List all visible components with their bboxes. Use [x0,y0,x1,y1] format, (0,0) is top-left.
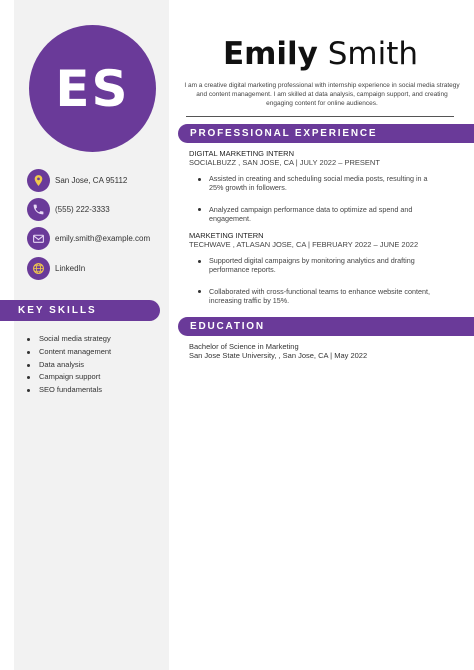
job-bullet: Assisted in creating and scheduling social media posts, resulting in a 25% growth in followers. [198,174,438,193]
education-heading: EDUCATION [178,317,474,336]
skill-item: Campaign support [26,371,111,384]
skill-item: SEO fundamentals [26,384,111,397]
contact-address-text: San Jose, CA 95112 [55,176,128,185]
first-name: Emily [222,36,318,72]
job-meta: SOCIALBUZZ , SAN JOSE, CA | JULY 2022 – PRESENT [189,158,380,167]
candidate-name [183,36,458,72]
job-meta: TECHWAVE , ATLASAN JOSE, CA | FEBRUARY 2022 – JUNE 2022 [189,240,419,249]
experience-heading: PROFESSIONAL EXPERIENCE [178,124,474,143]
job-bullets [198,174,438,224]
contact-address [27,169,127,192]
job-title: MARKETING INTERN [189,231,264,240]
monogram-circle [29,25,156,152]
degree: Bachelor of Science in Marketing [189,342,299,351]
monogram-initials: ES [55,59,130,118]
skill-item: Content management [26,346,111,359]
phone-icon [27,198,50,221]
skill-item: Social media strategy [26,333,111,346]
skills-list [26,333,111,397]
job-bullet: Supported digital campaigns by monitoring analytics and drafting performance reports. [198,256,438,275]
contact-linkedin [27,257,85,280]
contact-phone [27,198,110,221]
location-pin-icon [27,169,50,192]
contact-linkedin-text[interactable]: LinkedIn [55,264,86,273]
last-name: Smith [327,36,419,72]
job-bullet: Analyzed campaign performance data to optimize ad spend and engagement. [198,205,438,224]
globe-icon [27,257,50,280]
contact-email [27,227,150,250]
header-divider [186,116,454,117]
school-line: San Jose State University, , San Jose, CA | May 2022 [189,351,368,360]
job-title: DIGITAL MARKETING INTERN [189,149,295,158]
contact-phone-text: (555) 222-3333 [55,205,110,214]
job-bullet: Collaborated with cross-functional teams to enhance website content, increasing traffic by 15%. [198,287,438,306]
skill-item: Data analysis [26,359,111,372]
job-bullets [198,256,438,306]
key-skills-heading: KEY SKILLS [0,300,160,321]
profile-summary: I am a creative digital marketing professional with internship experience in social media strategy and content management. I am skilled at data analysis, campaign support, and creating engaging content for online audiences. [184,82,460,107]
contact-email-text[interactable]: emily.smith@example.com [55,234,151,243]
envelope-icon [27,227,50,250]
